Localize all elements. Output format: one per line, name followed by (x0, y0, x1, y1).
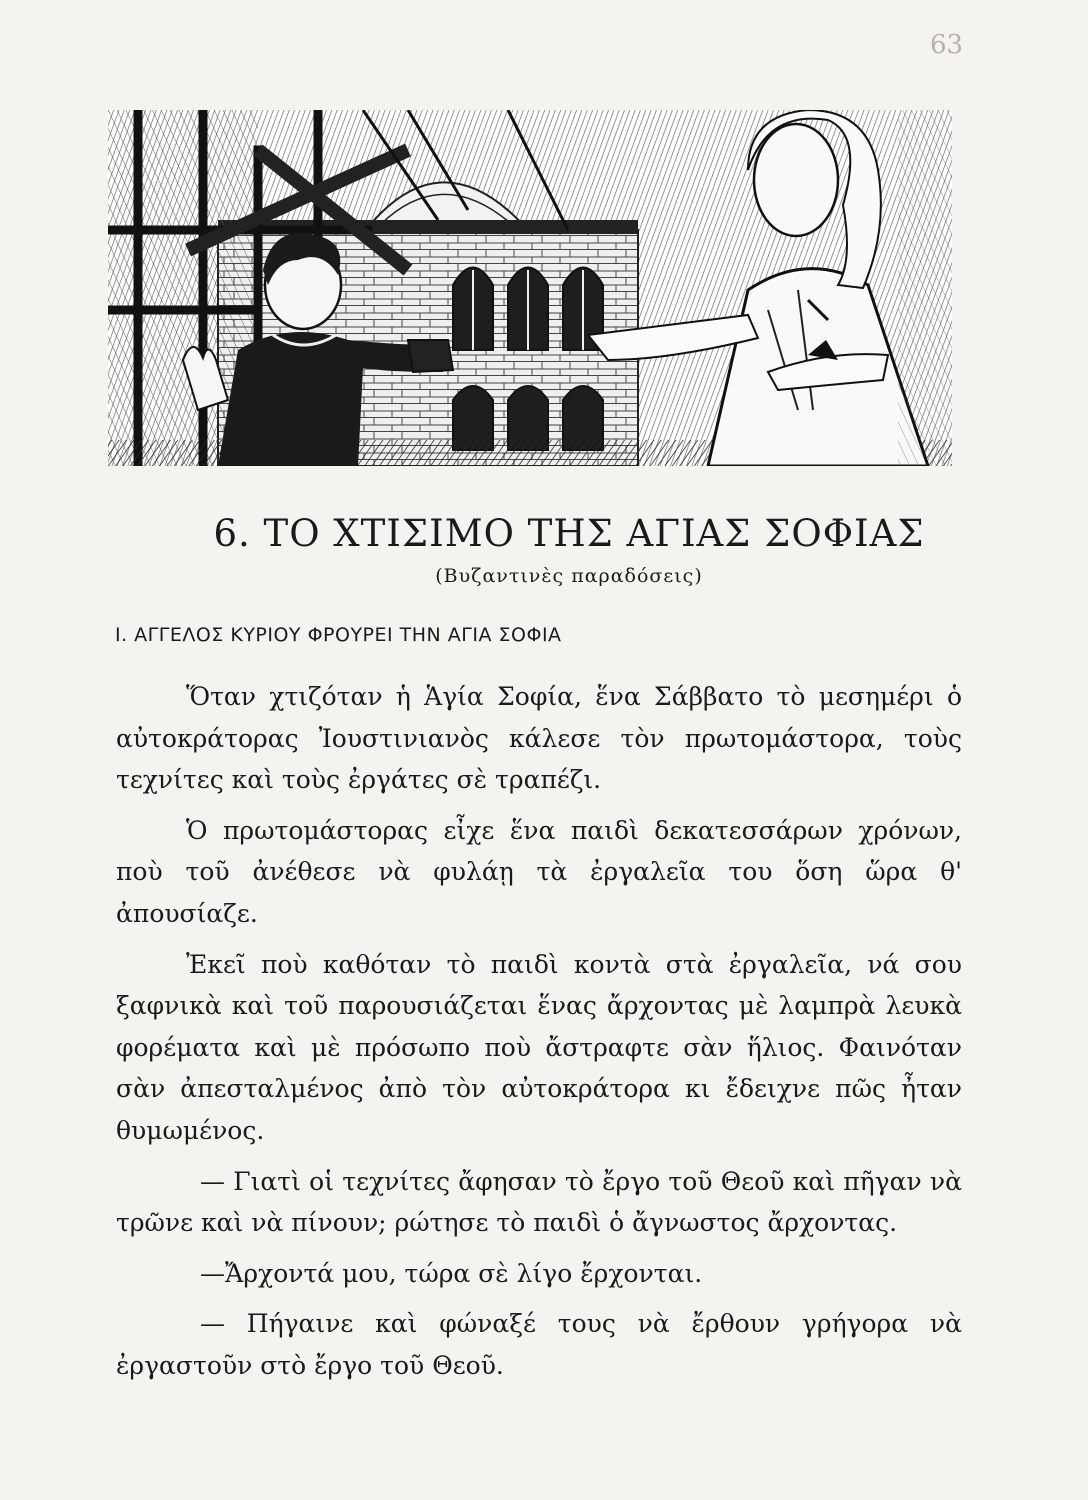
chapter-subtitle: (Βυζαντινὲς παραδόσεις) (435, 565, 703, 587)
chapter-title: 6. ΤΟ ΧΤΙΣΙΜΟ ΤΗΣ ΑΓΙΑΣ ΣΟΦΙΑΣ (213, 512, 925, 555)
chapter-illustration (108, 110, 952, 466)
dialog-line: —Ἄρχοντά μου, τώρα σὲ λίγο ἔρχονται. (200, 1258, 703, 1288)
paragraph: Ὅταν χτιζόταν ἡ Ἁγία Σοφία, ἕνα Σάββατο τὸ μεσημέρι ὁ αὐτοκράτορας Ἰουστινιανὸς κάλεσε τὸν πρωτομάστορα, τοὺς τεχνίτες καὶ τοὺς ἐργάτες σὲ τραπέζι. (116, 682, 962, 795)
illustration-icon (108, 110, 952, 466)
body-text (116, 676, 962, 1396)
page-number: 63 (930, 30, 964, 60)
dialog-line: — Γιατὶ οἱ τεχνίτες ἄφησαν τὸ ἔργο τοῦ Θεοῦ καὶ πῆγαν νὰ τρῶνε καὶ νὰ πίνουν; ρώτησε τὸ παιδὶ ὁ ἄγνωστος ἄρχοντας. (116, 1166, 962, 1238)
dialog-line: — Πήγαινε καὶ φώναξέ τους νὰ ἔρθουν γρήγορα νὰ ἐργαστοῦν στὸ ἔργο τοῦ Θεοῦ. (116, 1309, 962, 1380)
paragraph: Ὁ πρωτομάστορας εἶχε ἕνα παιδὶ δεκατεσσάρων χρόνων, ποὺ τοῦ ἀνέθεσε νὰ φυλάῃ τὰ ἐργαλεῖα του ὅση ὥρα θ' ἀπουσίαζε. (116, 815, 962, 928)
paragraph: Ἐκεῖ ποὺ καθόταν τὸ παιδὶ κοντὰ στὰ ἐργαλεῖα, νά σου ξαφνικὰ καὶ τοῦ παρουσιάζεται ἕνας ἄρχοντας μὲ λαμπρὰ λευκὰ φορέματα καὶ μὲ πρόσωπο ποὺ ἄστραφτε σὰν ἥλιος. Φαινόταν σὰν ἀπεσταλμένος ἀπὸ τὸν αὐτοκράτορα κι ἔδειχνε πῶς ἦταν θυμωμένος. (116, 949, 962, 1145)
section-heading: Ι. ΑΓΓΕΛΟΣ ΚΥΡΙΟΥ ΦΡΟΥΡΕΙ ΤΗΝ ΑΓΙΑ ΣΟΦΙΑ (115, 624, 562, 646)
